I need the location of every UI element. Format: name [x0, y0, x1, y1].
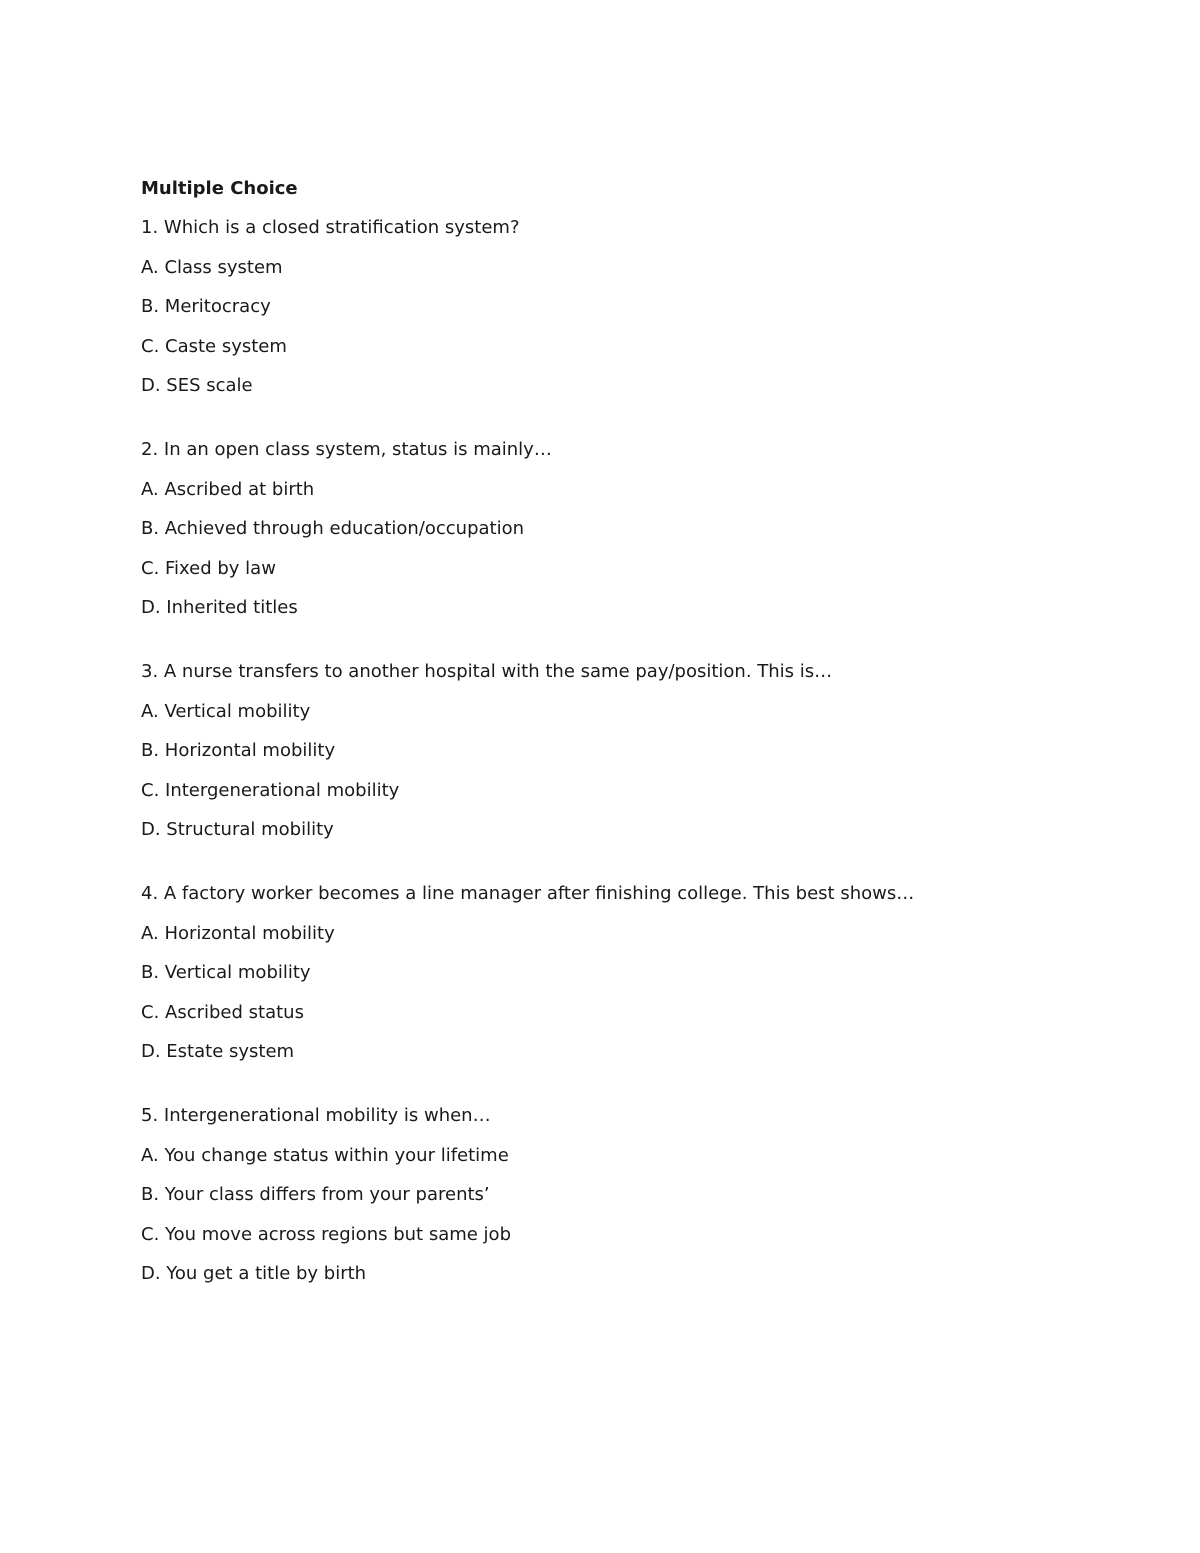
question-1: [141, 215, 1101, 399]
answer-option: D. Structural mobility: [141, 819, 334, 840]
answer-option: A. Horizontal mobility: [141, 922, 335, 944]
question-prompt: 5. Intergenerational mobility is when…: [141, 1105, 491, 1126]
document-page: [141, 176, 1101, 1325]
answer-option: D. Inherited titles: [141, 597, 298, 618]
answer-option: B. Achieved through education/occupation: [141, 518, 525, 539]
answer-option: B. Meritocracy: [141, 296, 271, 317]
question-prompt: 1. Which is a closed stratification system?: [141, 217, 520, 238]
answer-option: A. Ascribed at birth: [141, 478, 315, 500]
question-prompt: 2. In an open class system, status is mainly…: [141, 439, 552, 460]
answer-option: A. Class system: [141, 256, 283, 278]
answer-option: A. You change status within your lifetime: [141, 1144, 509, 1166]
answer-option: C. You move across regions but same job: [141, 1223, 511, 1245]
answer-option: C. Caste system: [141, 335, 287, 357]
answer-option: B. Horizontal mobility: [141, 740, 336, 761]
answer-option: B. Vertical mobility: [141, 962, 311, 983]
question-prompt: 3. A nurse transfers to another hospital with the same pay/position. This is…: [141, 661, 833, 682]
answer-option: B. Your class differs from your parents’: [141, 1184, 490, 1205]
question-4: [141, 881, 1101, 1065]
answer-option: D. Estate system: [141, 1041, 295, 1062]
answer-option: C. Fixed by law: [141, 557, 276, 579]
question-5: [141, 1103, 1101, 1287]
question-2: [141, 437, 1101, 621]
answer-option: C. Ascribed status: [141, 1001, 304, 1023]
section-heading: Multiple Choice: [141, 178, 298, 199]
answer-option: D. SES scale: [141, 375, 253, 396]
question-prompt: 4. A factory worker becomes a line manager after finishing college. This best shows…: [141, 883, 915, 904]
question-3: [141, 659, 1101, 843]
answer-option: D. You get a title by birth: [141, 1263, 367, 1284]
answer-option: C. Intergenerational mobility: [141, 779, 400, 801]
answer-option: A. Vertical mobility: [141, 700, 311, 722]
